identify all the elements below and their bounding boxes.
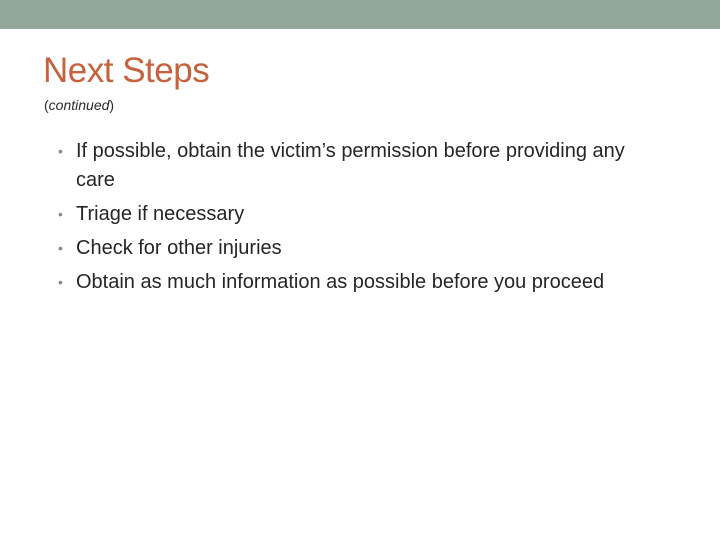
bullet-text: Check for other injuries	[76, 237, 282, 259]
bullet-marker: •	[58, 143, 63, 159]
bullet-marker: •	[58, 206, 63, 222]
bullet-item	[58, 234, 658, 263]
bullet-marker: •	[58, 274, 63, 290]
bullet-text: Triage if necessary	[76, 203, 245, 225]
subtitle-word: continued	[48, 97, 110, 113]
bullet-text: Obtain as much information as possible before you proceed	[76, 271, 605, 293]
top-accent-bar	[0, 0, 720, 29]
bullet-list	[58, 137, 658, 302]
slide-subtitle	[44, 96, 114, 114]
bullet-marker: •	[58, 240, 63, 256]
bullet-item	[58, 268, 658, 297]
slide-title: Next Steps	[43, 51, 210, 90]
subtitle-close-paren: )	[109, 97, 115, 113]
bullet-item	[58, 137, 658, 195]
bullet-item	[58, 200, 658, 229]
subtitle-open-paren: (	[44, 97, 49, 113]
bullet-text: If possible, obtain the victim’s permission before providing any care	[76, 140, 625, 191]
